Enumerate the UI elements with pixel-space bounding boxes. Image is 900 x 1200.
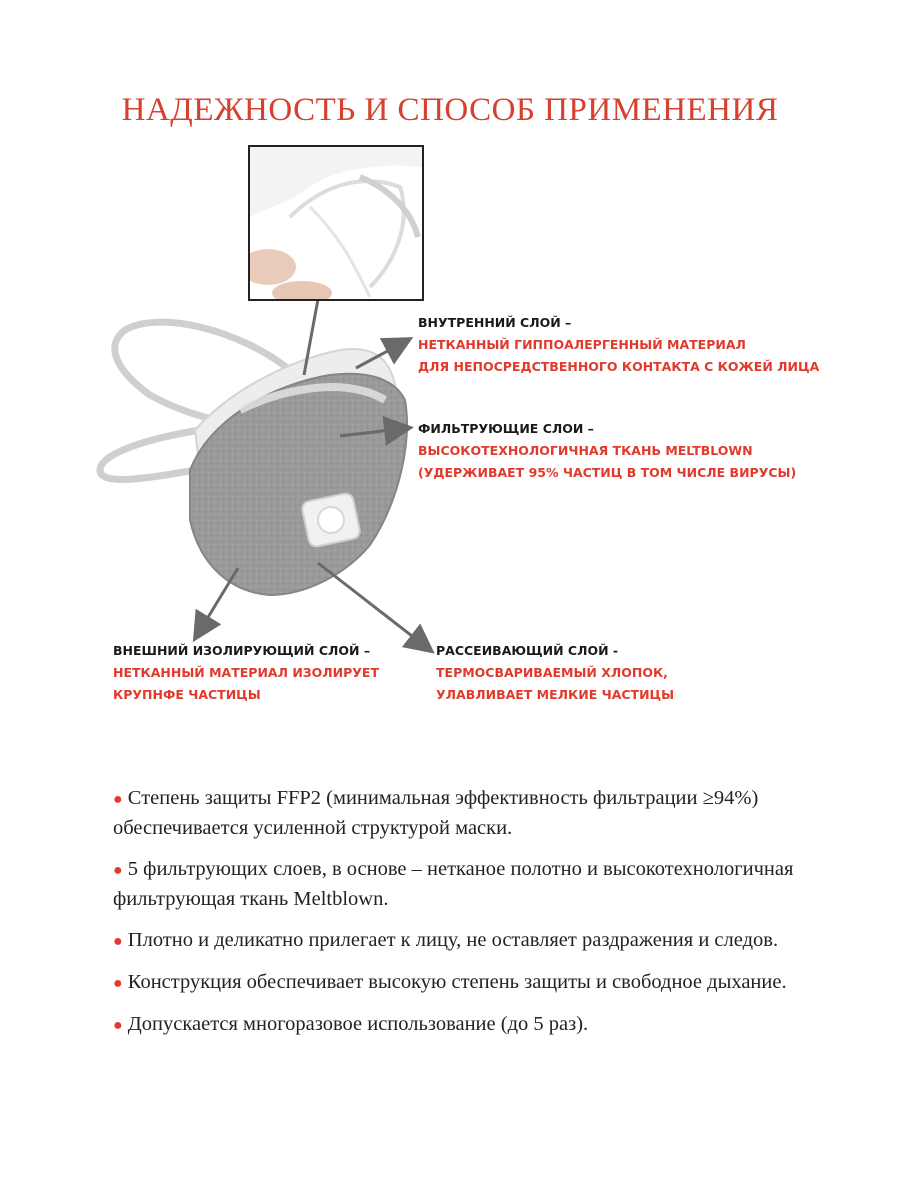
- inner-layer-photo: [248, 145, 424, 301]
- list-item: [113, 968, 813, 998]
- callout-line: УЛАВЛИВАЕТ МЕЛКИЕ ЧАСТИЦЫ: [436, 687, 675, 702]
- arrow-outer-layer: [196, 568, 238, 637]
- list-item: [113, 926, 813, 956]
- list-item-text: Плотно и деликатно прилегает к лицу, не оставляет раздражения и следов.: [127, 929, 779, 951]
- list-item-text: Допускается многоразовое использование (до 5 раз).: [127, 1013, 589, 1035]
- callout-diffusion-layer: [436, 640, 674, 706]
- callout-line: НЕТКАННЫЙ ГИППОАЛЕРГЕННЫЙ МАТЕРИАЛ: [418, 337, 746, 352]
- list-item-text: Конструкция обеспечивает высокую степень защиты и свободное дыхание.: [127, 971, 787, 993]
- callout-heading: РАССЕИВАЮЩИЙ СЛОЙ -: [436, 643, 619, 658]
- list-item-text: 5 фильтрующих слоев, в основе – нетканое полотно и высокотехнологичная фильтрующая ткань Meltblown.: [113, 858, 794, 910]
- callout-line: ВЫСОКОТЕХНОЛОГИЧНАЯ ТКАНЬ MELTBLOWN: [418, 443, 753, 458]
- arrow-diffusion-layer: [318, 563, 430, 650]
- bullet-dot-icon: ●: [113, 933, 123, 950]
- list-item: [113, 855, 813, 914]
- bullet-dot-icon: ●: [113, 975, 123, 992]
- callout-line: КРУПНФЕ ЧАСТИЦЫ: [113, 687, 261, 702]
- bullet-dot-icon: ●: [113, 862, 123, 879]
- callout-line: ДЛЯ НЕПОСРЕДСТВЕННОГО КОНТАКТА С КОЖЕЙ ЛИЦА: [418, 359, 820, 374]
- callout-heading: ВНЕШНИЙ ИЗОЛИРУЮЩИЙ СЛОЙ –: [113, 643, 371, 658]
- callout-line: НЕТКАННЫЙ МАТЕРИАЛ ИЗОЛИРУЕТ: [113, 665, 379, 680]
- callout-heading: ВНУТРЕННИЙ СЛОЙ –: [418, 315, 572, 330]
- list-item: [113, 784, 813, 843]
- callout-inner-layer: [418, 312, 819, 378]
- callout-filter-layers: [418, 418, 796, 484]
- list-item: [113, 1010, 813, 1040]
- list-item-text: Степень защиты FFP2 (минимальная эффективность фильтрации ≥94%) обеспечивается усиленной структурой маски.: [113, 787, 759, 839]
- page-title: НАДЕЖНОСТЬ И СПОСОБ ПРИМЕНЕНИЯ: [121, 92, 779, 128]
- callout-heading: ФИЛЬТРУЮЩИЕ СЛОИ –: [418, 421, 594, 436]
- callout-line: ТЕРМОСВАРИВАЕМЫЙ ХЛОПОК,: [436, 665, 668, 680]
- callout-outer-layer: [113, 640, 379, 706]
- bullet-dot-icon: ●: [113, 1017, 123, 1034]
- bullet-dot-icon: ●: [113, 791, 123, 808]
- callout-line: (УДЕРЖИВАЕТ 95% ЧАСТИЦ В ТОМ ЧИСЛЕ ВИРУСЫ): [418, 465, 797, 480]
- ear-loop-front: [100, 430, 200, 479]
- feature-list: [113, 784, 813, 1052]
